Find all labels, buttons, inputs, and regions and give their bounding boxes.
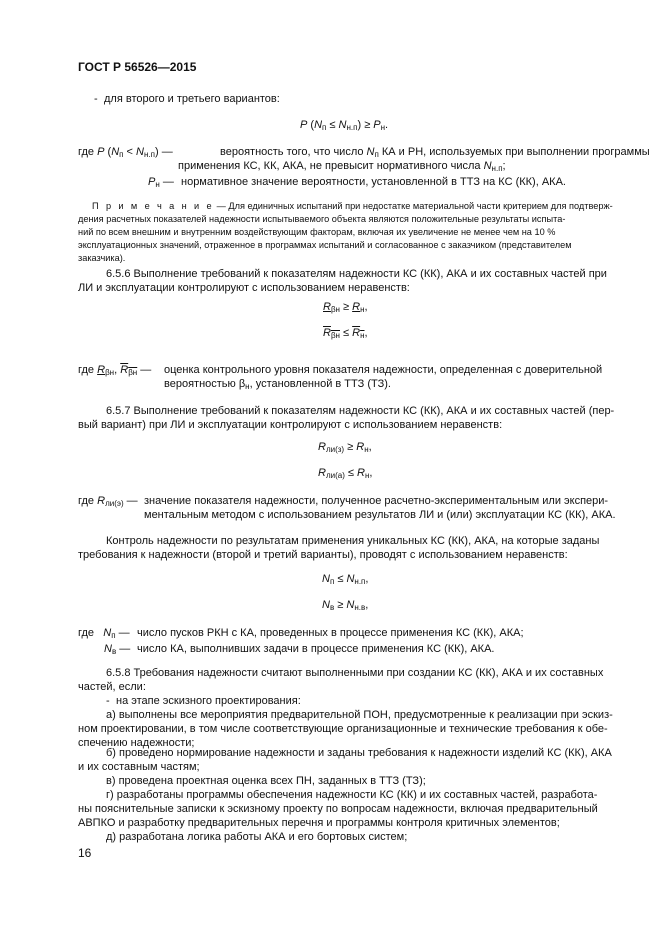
formula-657-2: $R_{ли(а)} \le R_н$, [318, 467, 373, 480]
definition-line: применения КС, КК, АКА, не превысит нормативного числа $N_{н.п}$; [178, 160, 506, 173]
note-first-line [92, 200, 613, 212]
note-line: дения расчетных показателей надежности испытываемого объекта являются положительные результаты испыта- [78, 214, 566, 224]
definition-lead: $P_н$ — [148, 176, 174, 189]
definition-lead: где $R_{\beta н}$, $R_{\beta н}$ — [78, 364, 152, 377]
intro-text: для второго и третьего вариантов: [104, 93, 280, 105]
list-item: а) выполнены все мероприятия предварительной ПОН, предусмотренные к реализации при эскиз- [106, 709, 613, 721]
formula-control-2: $N_в \ge N_{н.в}$, [322, 599, 369, 612]
list-item: б) проведено нормирование надежности и заданы требования к надежности изделий КС (КК), АКА [106, 747, 612, 759]
paragraph-656-line: 6.5.6 Выполнение требований к показателям надежности КС (КК), АКА и их составных частей при [106, 268, 607, 280]
note-line: ний по всем внешним и внутренним воздействующим факторам, включая их увеличение не менее чем на 10 % [78, 227, 556, 237]
note-line: заказчика). [78, 253, 126, 263]
note-line: эксплуатационных значений, отраженное в программах испытаний и согласованное с заказчиком (представителем [78, 240, 572, 250]
paragraph-657-line: 6.5.7 Выполнение требований к показателям надежности КС (КК), АКА и их составных частей (пер- [106, 405, 615, 417]
list-item: д) разработана логика работы АКА и его бортовых систем; [106, 831, 408, 843]
definition-line: значение показателя надежности, полученное расчетно-экспериментальным или экспери- [144, 495, 609, 507]
page-number: 16 [78, 846, 92, 860]
formula-656-2: $R_{\beta н} \le R_н$, [323, 327, 368, 340]
list-item: г) разработаны программы обеспечения надежности КС (КК) и их составных частей, разработа- [106, 789, 598, 801]
definition-line: вероятность того, что число $N_п$ КА и РН, используемых при выполнении программы [220, 146, 650, 159]
list-bullet: - [94, 93, 98, 105]
definition-line: число КА, выполнивших задачи в процессе применения КС (КК), АКА. [137, 643, 495, 655]
document-header: ГОСТ Р 56526—2015 [78, 60, 197, 74]
definition-lead: где $R_{ли(э)}$ — [78, 495, 138, 508]
note-line: — Для единичных испытаний при недостатке материальной части критерием для подтверж- [216, 201, 613, 211]
paragraph-657-line: вый вариант) при ЛИ и эксплуатации контролируют с использованием неравенств: [78, 419, 503, 431]
list-item: спечению надежности; [78, 737, 195, 749]
definition-line: вероятностью $\beta_н$, установленной в ТТЗ (ТЗ). [164, 378, 391, 391]
list-item: в) проведена проектная оценка всех ПН, заданных в ТТЗ (ТЗ); [106, 775, 426, 787]
definition-line: нормативное значение вероятности, установленной в ТТЗ на КС (КК), АКА. [181, 176, 566, 188]
formula-control-1: $N_п \le N_{н.п}$, [322, 573, 369, 586]
list-item: ны пояснительные записки к эскизному проекту по вопросам надежности, включая предварительный [78, 803, 598, 815]
control-line: требования к надежности (второй и третий варианты), проводят с использованием неравенств: [78, 549, 568, 561]
definition-lead: где $N_п$ — [78, 627, 130, 640]
definition-lead: где P $(N_п < N_{н.п})$ — [78, 146, 173, 159]
paragraph-656-line: ЛИ и эксплуатации контролируют с использованием неравенств: [78, 282, 410, 294]
paragraph-658-line: 6.5.8 Требования надежности считают выполненными при создании КС (КК), АКА и их составных [106, 667, 604, 679]
paragraph-658-line: частей, если: [78, 681, 146, 693]
formula-656-1: $R_{\beta н} \ge R_н$, [323, 301, 368, 314]
definition-line: оценка контрольного уровня показателя надежности, определенная с доверительной [164, 364, 603, 376]
paragraph-658-bullet-text: на этапе эскизного проектирования: [116, 695, 301, 707]
definition-line: число пусков РКН с КА, проведенных в процессе применения КС (КК), АКА; [137, 627, 524, 639]
note-label: П р и м е ч а н и е [92, 201, 215, 211]
list-item: АВПКО и разработку предварительных перечня и программы контроля критичных элементов; [78, 817, 560, 829]
list-item: и их составным частям; [78, 761, 200, 773]
formula-probability: P $(N_п \le N_{н.п}) \ge P_н$. [300, 119, 389, 132]
list-item: ном проектировании, в том числе соответствующие организационные и технические требования к обе- [78, 723, 608, 735]
definition-lead: $N_в$ — [104, 643, 131, 656]
list-bullet: - [106, 695, 110, 707]
definition-line: ментальным методом с использованием результатов ЛИ и (или) эксплуатации КС (КК), АКА. [144, 509, 616, 521]
control-line: Контроль надежности по результатам применения уникальных КС (КК), АКА, на которые заданы [106, 535, 600, 547]
formula-657-1: $R_{ли(з)} \ge R_н$, [318, 441, 372, 454]
